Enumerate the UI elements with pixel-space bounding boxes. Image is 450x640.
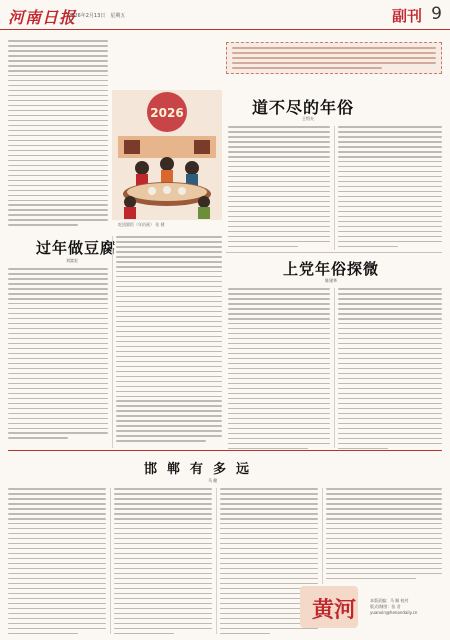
column-divider <box>322 488 323 584</box>
article-body-third-col1 <box>8 268 108 442</box>
article-body-fourth-col1 <box>8 488 106 638</box>
article-title-second: 上党年俗探微 <box>283 260 380 278</box>
issue-date: 2026年2月13日 星期五 <box>68 13 126 19</box>
page-number: 9 <box>431 4 442 24</box>
section-divider <box>226 252 442 253</box>
article-body-fourth-col2 <box>114 488 212 638</box>
article-title-third: 过年做豆腐 <box>36 239 117 257</box>
article-body-main-col1 <box>228 126 330 251</box>
newspaper-logo: 河南日报 <box>8 8 77 27</box>
editor-note <box>226 42 442 74</box>
editor-line: 版式/制图：张 君 <box>370 604 401 609</box>
column-divider <box>110 488 111 634</box>
article-author-second: 陈建华 <box>325 278 337 283</box>
svg-text:2026: 2026 <box>150 106 184 120</box>
article-body-fourth-col4 <box>326 488 442 583</box>
column-divider <box>112 236 113 448</box>
column-divider <box>334 288 335 448</box>
masthead <box>0 0 450 30</box>
column-divider <box>334 126 335 250</box>
article-author-main: 王绍夫 <box>302 116 314 121</box>
section-divider-red <box>8 450 442 451</box>
editor-line: 本版责编：马 顺 校对 <box>370 598 409 603</box>
article-title-main: 道不尽的年俗 <box>252 98 355 117</box>
editor-credits <box>370 598 446 616</box>
illustration-caption: 吃团圆饭（年俗画） 张 健 <box>118 222 165 227</box>
column-divider <box>216 488 217 634</box>
column-badge-huanghe: 黄河 <box>312 597 357 623</box>
section-name: 副刊 <box>391 7 422 25</box>
article-body-left-top <box>8 40 108 229</box>
article-title-fourth: 邯郸有多远 <box>144 462 260 477</box>
article-body-second-col2 <box>338 288 442 452</box>
article-body-main-col2 <box>338 126 442 251</box>
editor-note-text <box>232 47 436 72</box>
article-author-fourth: 马 健 <box>208 478 218 483</box>
article-author-third: 刘富宏 <box>66 258 78 263</box>
illustration-family-dinner <box>112 90 222 220</box>
article-body-third-col2 <box>116 236 222 445</box>
editor-line: yuanxin@henandaily.cn <box>370 610 418 615</box>
article-body-second-col1 <box>228 288 330 452</box>
